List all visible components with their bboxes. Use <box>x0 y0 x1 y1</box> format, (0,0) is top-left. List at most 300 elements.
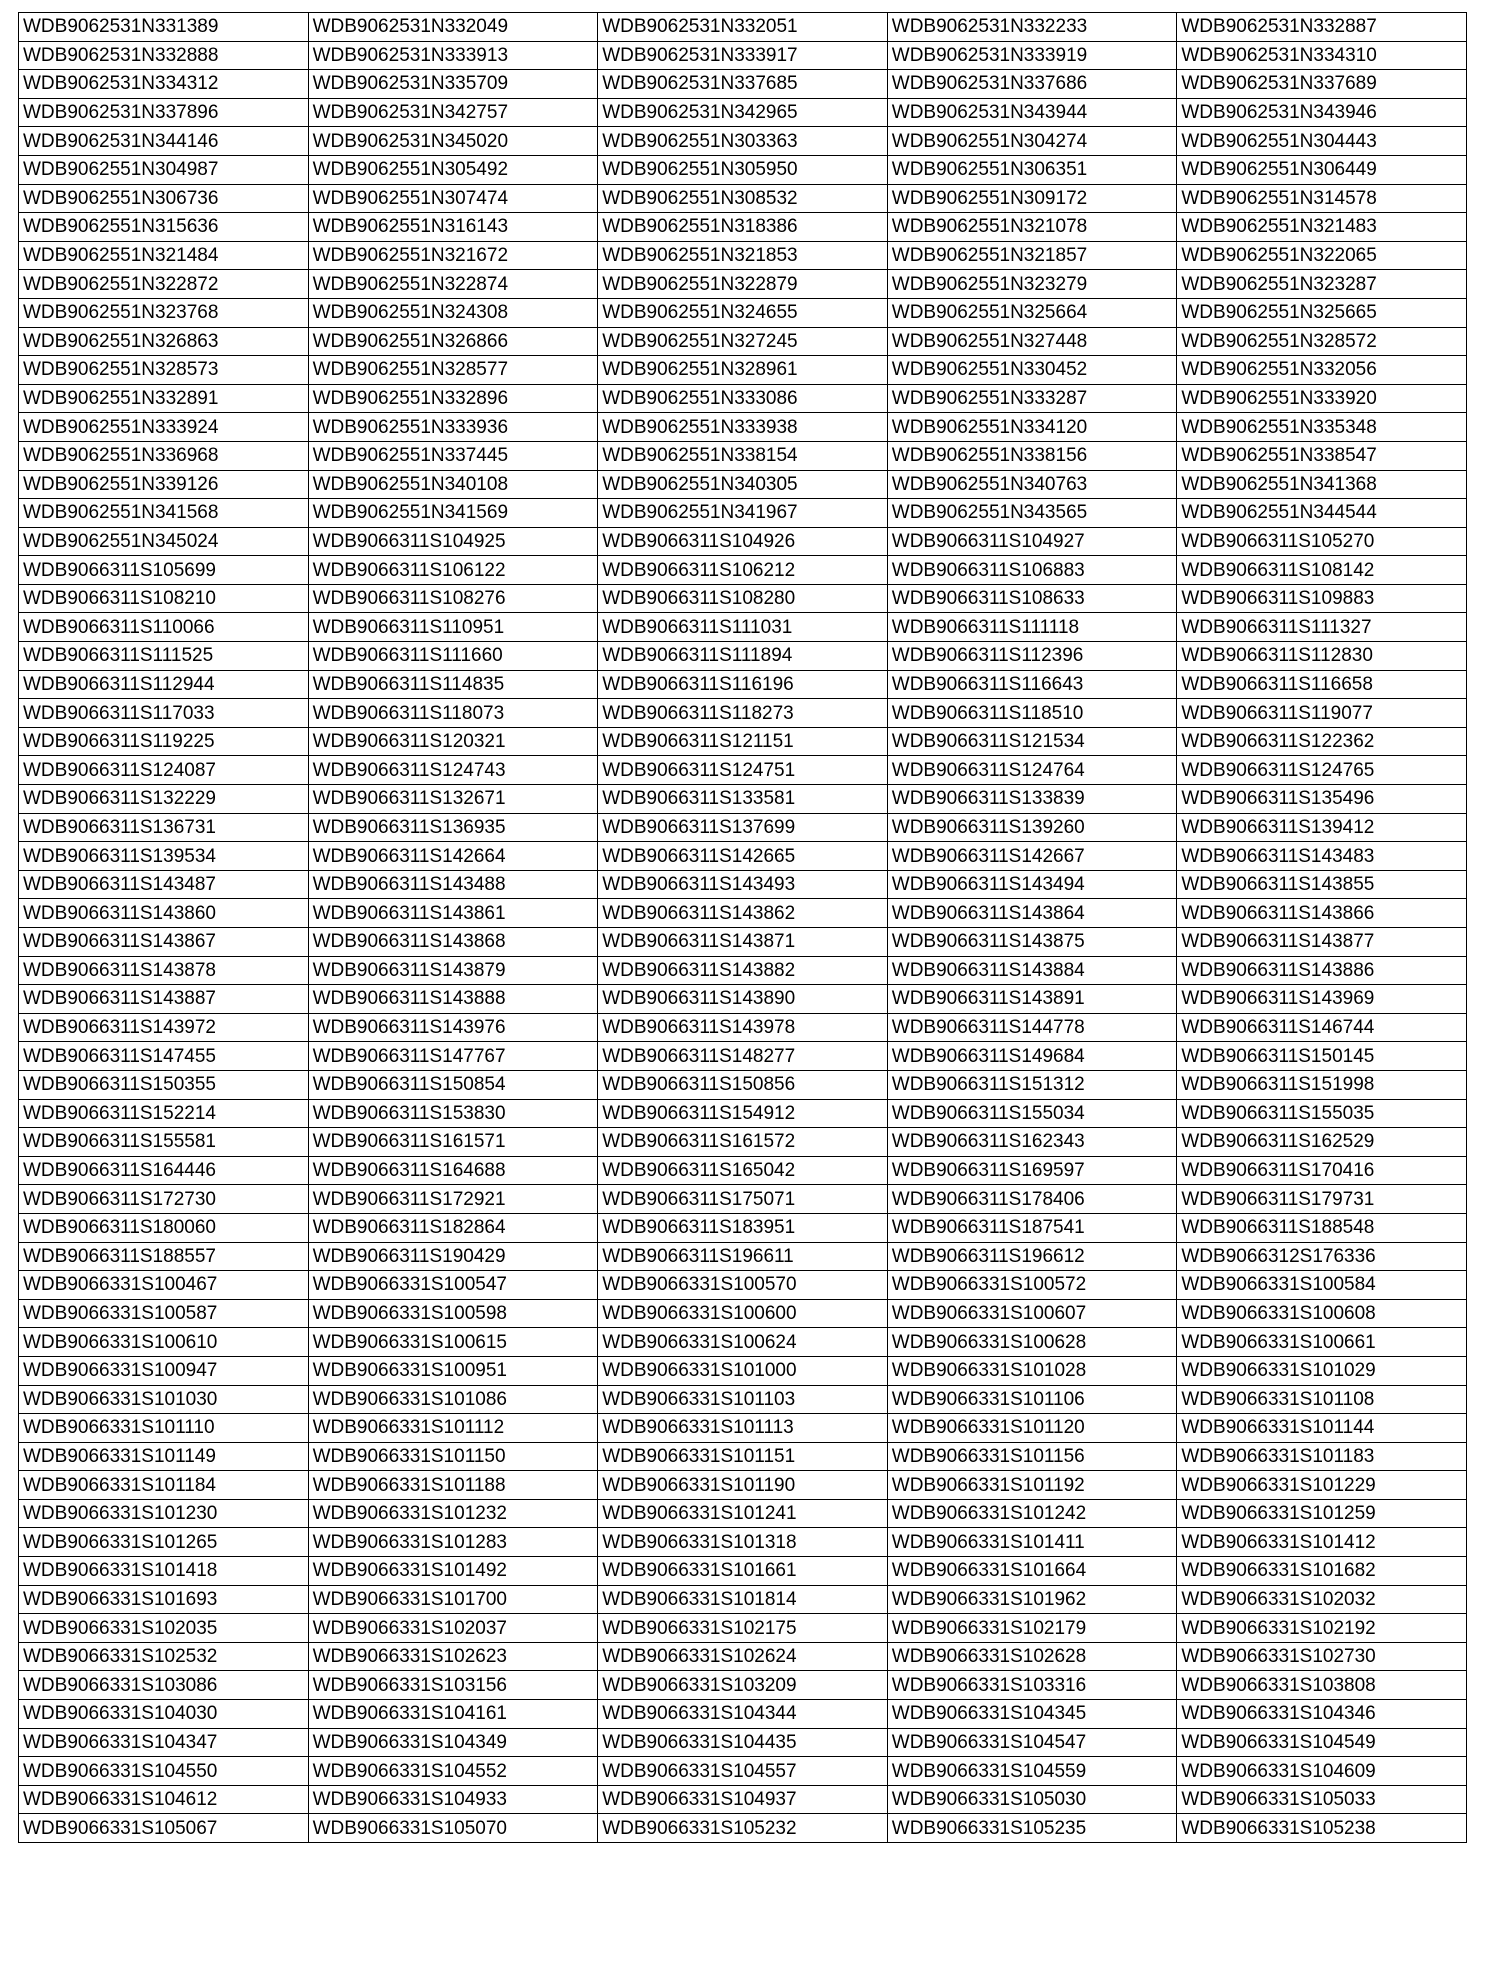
vin-cell: WDB9062551N323279 <box>887 270 1177 299</box>
vin-cell: WDB9066331S101000 <box>598 1356 888 1385</box>
vin-cell: WDB9062551N321483 <box>1177 213 1467 242</box>
vin-cell: WDB9066311S133581 <box>598 785 888 814</box>
vin-cell: WDB9066331S101232 <box>308 1499 598 1528</box>
table-row <box>19 527 1467 556</box>
vin-cell: WDB9062551N323768 <box>19 298 309 327</box>
vin-cell: WDB9066311S143886 <box>1177 956 1467 985</box>
vin-cell: WDB9066311S108276 <box>308 584 598 613</box>
vin-cell: WDB9066331S104559 <box>887 1757 1177 1786</box>
table-row <box>19 670 1467 699</box>
vin-cell: WDB9066331S100951 <box>308 1356 598 1385</box>
vin-cell: WDB9066331S101192 <box>887 1471 1177 1500</box>
table-row <box>19 1213 1467 1242</box>
vin-cell: WDB9066331S100600 <box>598 1299 888 1328</box>
vin-cell: WDB9062551N305492 <box>308 155 598 184</box>
vin-cell: WDB9066311S143855 <box>1177 870 1467 899</box>
table-row <box>19 1499 1467 1528</box>
table-row <box>19 928 1467 957</box>
vin-cell: WDB9066311S111894 <box>598 642 888 671</box>
vin-cell: WDB9062531N332888 <box>19 41 309 70</box>
vin-cell: WDB9066331S101412 <box>1177 1528 1467 1557</box>
table-row <box>19 213 1467 242</box>
vin-cell: WDB9066311S196612 <box>887 1242 1177 1271</box>
table-row <box>19 1242 1467 1271</box>
vin-cell: WDB9066311S108280 <box>598 584 888 613</box>
vin-cell: WDB9066311S150854 <box>308 1070 598 1099</box>
vin-cell: WDB9062551N344544 <box>1177 499 1467 528</box>
vin-cell: WDB9066311S175071 <box>598 1185 888 1214</box>
vin-cell: WDB9066331S101103 <box>598 1385 888 1414</box>
vin-cell: WDB9066311S164446 <box>19 1156 309 1185</box>
vin-cell: WDB9066331S104346 <box>1177 1700 1467 1729</box>
vin-cell: WDB9066331S103209 <box>598 1671 888 1700</box>
vin-cell: WDB9062551N343565 <box>887 499 1177 528</box>
vin-cell: WDB9066331S103808 <box>1177 1671 1467 1700</box>
vin-cell: WDB9066311S155035 <box>1177 1099 1467 1128</box>
table-row <box>19 1671 1467 1700</box>
vin-cell: WDB9062551N328577 <box>308 356 598 385</box>
vin-cell: WDB9066311S143864 <box>887 899 1177 928</box>
vin-cell: WDB9066311S143494 <box>887 870 1177 899</box>
vin-cell: WDB9062531N334310 <box>1177 41 1467 70</box>
vin-cell: WDB9066311S143891 <box>887 985 1177 1014</box>
vin-cell: WDB9066331S101661 <box>598 1557 888 1586</box>
vin-cell: WDB9062551N316143 <box>308 213 598 242</box>
vin-cell: WDB9066311S143487 <box>19 870 309 899</box>
vin-cell: WDB9066311S172921 <box>308 1185 598 1214</box>
vin-cell: WDB9066311S143483 <box>1177 842 1467 871</box>
vin-cell: WDB9066311S143887 <box>19 985 309 1014</box>
vin-cell: WDB9066311S187541 <box>887 1213 1177 1242</box>
vin-cell: WDB9066331S104552 <box>308 1757 598 1786</box>
vin-cell: WDB9066331S100628 <box>887 1328 1177 1357</box>
table-row <box>19 499 1467 528</box>
table-row <box>19 556 1467 585</box>
vin-cell: WDB9066311S124751 <box>598 756 888 785</box>
table-row <box>19 270 1467 299</box>
vin-cell: WDB9066331S102035 <box>19 1614 309 1643</box>
table-row <box>19 298 1467 327</box>
vin-cell: WDB9062551N326863 <box>19 327 309 356</box>
vin-cell: WDB9066311S180060 <box>19 1213 309 1242</box>
vin-cell: WDB9066331S105033 <box>1177 1785 1467 1814</box>
vin-cell: WDB9066311S142667 <box>887 842 1177 871</box>
table-row <box>19 870 1467 899</box>
vin-cell: WDB9062551N321484 <box>19 241 309 270</box>
vin-cell: WDB9066331S104609 <box>1177 1757 1467 1786</box>
table-row <box>19 956 1467 985</box>
vin-cell: WDB9066331S100661 <box>1177 1328 1467 1357</box>
table-row <box>19 727 1467 756</box>
vin-cell: WDB9066311S161572 <box>598 1128 888 1157</box>
vin-cell: WDB9066331S104549 <box>1177 1728 1467 1757</box>
vin-cell: WDB9062551N322065 <box>1177 241 1467 270</box>
vin-cell: WDB9062551N323287 <box>1177 270 1467 299</box>
vin-cell: WDB9062551N303363 <box>598 127 888 156</box>
vin-cell: WDB9066331S104347 <box>19 1728 309 1757</box>
table-row <box>19 1271 1467 1300</box>
vin-cell: WDB9066331S101814 <box>598 1585 888 1614</box>
table-row <box>19 642 1467 671</box>
vin-cell: WDB9066331S101418 <box>19 1557 309 1586</box>
vin-cell: WDB9062531N337685 <box>598 70 888 99</box>
vin-cell: WDB9066311S142665 <box>598 842 888 871</box>
vin-cell: WDB9066311S136731 <box>19 813 309 842</box>
vin-cell: WDB9066311S169597 <box>887 1156 1177 1185</box>
vin-cell: WDB9066311S147767 <box>308 1042 598 1071</box>
vin-cell: WDB9062551N322874 <box>308 270 598 299</box>
vin-cell: WDB9066311S190429 <box>308 1242 598 1271</box>
table-row <box>19 441 1467 470</box>
vin-cell: WDB9066311S116643 <box>887 670 1177 699</box>
vin-cell: WDB9066311S106122 <box>308 556 598 585</box>
vin-cell: WDB9066331S103086 <box>19 1671 309 1700</box>
vin-cell: WDB9062551N333936 <box>308 413 598 442</box>
vin-cell: WDB9066311S111327 <box>1177 613 1467 642</box>
vin-cell: WDB9066311S136935 <box>308 813 598 842</box>
vin-cell: WDB9062551N327245 <box>598 327 888 356</box>
vin-cell: WDB9066311S143890 <box>598 985 888 1014</box>
vin-cell: WDB9066311S143868 <box>308 928 598 957</box>
vin-cell: WDB9066331S100547 <box>308 1271 598 1300</box>
table-row <box>19 13 1467 42</box>
vin-cell: WDB9066311S143866 <box>1177 899 1467 928</box>
vin-cell: WDB9062551N321672 <box>308 241 598 270</box>
vin-cell: WDB9062551N306736 <box>19 184 309 213</box>
vin-cell: WDB9062551N340305 <box>598 470 888 499</box>
vin-cell: WDB9066311S106883 <box>887 556 1177 585</box>
vin-cell: WDB9066311S111660 <box>308 642 598 671</box>
vin-cell: WDB9066311S132671 <box>308 785 598 814</box>
vin-cell: WDB9066311S143867 <box>19 928 309 957</box>
vin-cell: WDB9066311S143969 <box>1177 985 1467 1014</box>
table-row <box>19 1128 1467 1157</box>
vin-cell: WDB9062551N335348 <box>1177 413 1467 442</box>
vin-cell: WDB9062551N309172 <box>887 184 1177 213</box>
vin-cell: WDB9066311S148277 <box>598 1042 888 1071</box>
vin-cell: WDB9062551N306351 <box>887 155 1177 184</box>
vin-cell: WDB9066311S139260 <box>887 813 1177 842</box>
vin-cell: WDB9062551N321078 <box>887 213 1177 242</box>
vin-cell: WDB9062551N332896 <box>308 384 598 413</box>
vin-cell: WDB9062551N308532 <box>598 184 888 213</box>
vin-cell: WDB9062551N338156 <box>887 441 1177 470</box>
vin-cell: WDB9066311S143493 <box>598 870 888 899</box>
vin-cell: WDB9062551N341368 <box>1177 470 1467 499</box>
vin-cell: WDB9066331S101106 <box>887 1385 1177 1414</box>
vin-cell: WDB9066311S111118 <box>887 613 1177 642</box>
vin-cell: WDB9066311S155034 <box>887 1099 1177 1128</box>
vin-cell: WDB9062551N325665 <box>1177 298 1467 327</box>
vin-table <box>18 12 1467 1843</box>
vin-cell: WDB9066311S124087 <box>19 756 309 785</box>
table-row <box>19 899 1467 928</box>
vin-cell: WDB9066311S143972 <box>19 1013 309 1042</box>
vin-cell: WDB9066311S104925 <box>308 527 598 556</box>
vin-cell: WDB9066331S101086 <box>308 1385 598 1414</box>
vin-cell: WDB9066311S108142 <box>1177 556 1467 585</box>
vin-cell: WDB9062551N324655 <box>598 298 888 327</box>
vin-cell: WDB9066331S102175 <box>598 1614 888 1643</box>
vin-cell: WDB9066331S101188 <box>308 1471 598 1500</box>
vin-cell: WDB9066311S116196 <box>598 670 888 699</box>
vin-cell: WDB9066331S101265 <box>19 1528 309 1557</box>
vin-cell: WDB9066311S143879 <box>308 956 598 985</box>
vin-cell: WDB9066311S143877 <box>1177 928 1467 957</box>
vin-cell: WDB9066311S178406 <box>887 1185 1177 1214</box>
vin-cell: WDB9066311S143488 <box>308 870 598 899</box>
vin-cell: WDB9066311S143888 <box>308 985 598 1014</box>
vin-cell: WDB9066311S143861 <box>308 899 598 928</box>
vin-cell: WDB9066311S150145 <box>1177 1042 1467 1071</box>
vin-cell: WDB9062551N332056 <box>1177 356 1467 385</box>
vin-cell: WDB9066311S150856 <box>598 1070 888 1099</box>
vin-cell: WDB9062551N324308 <box>308 298 598 327</box>
table-row <box>19 1700 1467 1729</box>
table-row <box>19 1299 1467 1328</box>
vin-cell: WDB9062551N307474 <box>308 184 598 213</box>
vin-cell: WDB9066331S101230 <box>19 1499 309 1528</box>
vin-cell: WDB9066311S161571 <box>308 1128 598 1157</box>
table-row <box>19 327 1467 356</box>
vin-cell: WDB9066331S100587 <box>19 1299 309 1328</box>
vin-cell: WDB9066311S172730 <box>19 1185 309 1214</box>
vin-cell: WDB9066331S104344 <box>598 1700 888 1729</box>
vin-cell: WDB9062531N335709 <box>308 70 598 99</box>
vin-cell: WDB9066311S146744 <box>1177 1013 1467 1042</box>
vin-cell: WDB9066311S117033 <box>19 699 309 728</box>
vin-cell: WDB9062551N328961 <box>598 356 888 385</box>
vin-cell: WDB9066311S108210 <box>19 584 309 613</box>
vin-cell: WDB9062551N306449 <box>1177 155 1467 184</box>
vin-cell: WDB9062551N321853 <box>598 241 888 270</box>
vin-cell: WDB9066331S100624 <box>598 1328 888 1357</box>
table-row <box>19 1328 1467 1357</box>
vin-cell: WDB9066311S155581 <box>19 1128 309 1157</box>
vin-cell: WDB9066331S101693 <box>19 1585 309 1614</box>
vin-cell: WDB9066311S104926 <box>598 527 888 556</box>
vin-cell: WDB9066311S133839 <box>887 785 1177 814</box>
vin-cell: WDB9066311S152214 <box>19 1099 309 1128</box>
vin-cell: WDB9062551N328572 <box>1177 327 1467 356</box>
vin-cell: WDB9066311S109883 <box>1177 584 1467 613</box>
vin-cell: WDB9062551N341569 <box>308 499 598 528</box>
vin-cell: WDB9066331S101144 <box>1177 1414 1467 1443</box>
vin-cell: WDB9062551N304443 <box>1177 127 1467 156</box>
table-row <box>19 1642 1467 1671</box>
vin-cell: WDB9062531N337896 <box>19 98 309 127</box>
vin-cell: WDB9066331S104345 <box>887 1700 1177 1729</box>
vin-cell: WDB9062531N332887 <box>1177 13 1467 42</box>
table-row <box>19 584 1467 613</box>
vin-cell: WDB9062551N304274 <box>887 127 1177 156</box>
vin-cell: WDB9066311S105699 <box>19 556 309 585</box>
vin-cell: WDB9066331S102623 <box>308 1642 598 1671</box>
vin-cell: WDB9062531N344146 <box>19 127 309 156</box>
vin-cell: WDB9066331S100607 <box>887 1299 1177 1328</box>
vin-cell: WDB9066331S101962 <box>887 1585 1177 1614</box>
table-row <box>19 842 1467 871</box>
vin-cell: WDB9066331S101241 <box>598 1499 888 1528</box>
vin-cell: WDB9066331S103316 <box>887 1671 1177 1700</box>
vin-cell: WDB9066331S104550 <box>19 1757 309 1786</box>
table-row <box>19 356 1467 385</box>
table-row <box>19 70 1467 99</box>
vin-cell: WDB9066311S120321 <box>308 727 598 756</box>
vin-cell: WDB9062531N331389 <box>19 13 309 42</box>
vin-cell: WDB9062551N345024 <box>19 527 309 556</box>
table-row <box>19 1814 1467 1843</box>
table-row <box>19 1156 1467 1185</box>
vin-cell: WDB9066311S112830 <box>1177 642 1467 671</box>
vin-cell: WDB9066331S104612 <box>19 1785 309 1814</box>
vin-cell: WDB9066331S102532 <box>19 1642 309 1671</box>
vin-cell: WDB9066331S101108 <box>1177 1385 1467 1414</box>
vin-cell: WDB9066311S182864 <box>308 1213 598 1242</box>
table-row <box>19 699 1467 728</box>
vin-cell: WDB9062551N341568 <box>19 499 309 528</box>
vin-cell: WDB9066331S104030 <box>19 1700 309 1729</box>
vin-cell: WDB9066331S100608 <box>1177 1299 1467 1328</box>
vin-cell: WDB9062551N333287 <box>887 384 1177 413</box>
vin-cell: WDB9066331S101029 <box>1177 1356 1467 1385</box>
vin-cell: WDB9062531N337686 <box>887 70 1177 99</box>
vin-cell: WDB9066311S170416 <box>1177 1156 1467 1185</box>
vin-cell: WDB9066331S101110 <box>19 1414 309 1443</box>
vin-cell: WDB9066311S150355 <box>19 1070 309 1099</box>
vin-cell: WDB9066311S121151 <box>598 727 888 756</box>
vin-cell: WDB9066311S154912 <box>598 1099 888 1128</box>
vin-cell: WDB9066311S118073 <box>308 699 598 728</box>
vin-cell: WDB9062531N333917 <box>598 41 888 70</box>
vin-cell: WDB9066311S139534 <box>19 842 309 871</box>
vin-cell: WDB9066311S137699 <box>598 813 888 842</box>
table-row <box>19 1099 1467 1128</box>
vin-cell: WDB9066331S101149 <box>19 1442 309 1471</box>
table-row <box>19 1385 1467 1414</box>
vin-cell: WDB9066331S101183 <box>1177 1442 1467 1471</box>
vin-cell: WDB9066331S101229 <box>1177 1471 1467 1500</box>
vin-cell: WDB9066331S102037 <box>308 1614 598 1643</box>
vin-cell: WDB9066311S118510 <box>887 699 1177 728</box>
vin-cell: WDB9062531N342965 <box>598 98 888 127</box>
vin-cell: WDB9066331S101318 <box>598 1528 888 1557</box>
vin-cell: WDB9066311S105270 <box>1177 527 1467 556</box>
vin-cell: WDB9066311S111525 <box>19 642 309 671</box>
table-row <box>19 1442 1467 1471</box>
vin-cell: WDB9062531N345020 <box>308 127 598 156</box>
vin-cell: WDB9066311S122362 <box>1177 727 1467 756</box>
vin-table-body <box>19 13 1467 1843</box>
vin-cell: WDB9066331S101283 <box>308 1528 598 1557</box>
vin-cell: WDB9066331S101184 <box>19 1471 309 1500</box>
vin-cell: WDB9066331S100572 <box>887 1271 1177 1300</box>
vin-cell: WDB9062551N333086 <box>598 384 888 413</box>
vin-cell: WDB9066331S105235 <box>887 1814 1177 1843</box>
table-row <box>19 184 1467 213</box>
vin-cell: WDB9066331S100947 <box>19 1356 309 1385</box>
vin-cell: WDB9066311S143884 <box>887 956 1177 985</box>
vin-cell: WDB9066331S104161 <box>308 1700 598 1729</box>
vin-cell: WDB9066311S143978 <box>598 1013 888 1042</box>
vin-cell: WDB9066311S151998 <box>1177 1070 1467 1099</box>
vin-cell: WDB9066311S124743 <box>308 756 598 785</box>
vin-cell: WDB9066331S101112 <box>308 1414 598 1443</box>
vin-cell: WDB9062551N305950 <box>598 155 888 184</box>
vin-cell: WDB9062551N339126 <box>19 470 309 499</box>
table-row <box>19 1585 1467 1614</box>
vin-cell: WDB9062531N343946 <box>1177 98 1467 127</box>
vin-cell: WDB9062551N304987 <box>19 155 309 184</box>
vin-cell: WDB9066331S104349 <box>308 1728 598 1757</box>
table-row <box>19 1557 1467 1586</box>
vin-cell: WDB9066311S165042 <box>598 1156 888 1185</box>
vin-cell: WDB9066331S102179 <box>887 1614 1177 1643</box>
vin-cell: WDB9066311S110066 <box>19 613 309 642</box>
vin-cell: WDB9066331S101120 <box>887 1414 1177 1443</box>
vin-cell: WDB9066311S110951 <box>308 613 598 642</box>
vin-cell: WDB9062551N333924 <box>19 413 309 442</box>
vin-cell: WDB9066311S121534 <box>887 727 1177 756</box>
vin-cell: WDB9066311S162343 <box>887 1128 1177 1157</box>
vin-cell: WDB9066331S101028 <box>887 1356 1177 1385</box>
vin-cell: WDB9062551N321857 <box>887 241 1177 270</box>
vin-cell: WDB9066311S143875 <box>887 928 1177 957</box>
table-row <box>19 384 1467 413</box>
vin-cell: WDB9062531N333919 <box>887 41 1177 70</box>
vin-cell: WDB9066311S111031 <box>598 613 888 642</box>
vin-cell: WDB9062551N334120 <box>887 413 1177 442</box>
vin-cell: WDB9066311S144778 <box>887 1013 1177 1042</box>
vin-cell: WDB9062551N322879 <box>598 270 888 299</box>
vin-cell: WDB9062551N326866 <box>308 327 598 356</box>
vin-cell: WDB9066311S143862 <box>598 899 888 928</box>
vin-cell: WDB9066331S104557 <box>598 1757 888 1786</box>
vin-cell: WDB9066331S102730 <box>1177 1642 1467 1671</box>
vin-cell: WDB9066331S104937 <box>598 1785 888 1814</box>
vin-cell: WDB9066311S179731 <box>1177 1185 1467 1214</box>
vin-cell: WDB9062551N325664 <box>887 298 1177 327</box>
table-row <box>19 98 1467 127</box>
vin-cell: WDB9062531N343944 <box>887 98 1177 127</box>
vin-cell: WDB9062551N318386 <box>598 213 888 242</box>
table-row <box>19 1356 1467 1385</box>
vin-cell: WDB9066311S164688 <box>308 1156 598 1185</box>
vin-cell: WDB9062551N327448 <box>887 327 1177 356</box>
vin-cell: WDB9066331S102192 <box>1177 1614 1467 1643</box>
vin-cell: WDB9062531N332233 <box>887 13 1177 42</box>
vin-cell: WDB9066331S100467 <box>19 1271 309 1300</box>
vin-cell: WDB9066311S114835 <box>308 670 598 699</box>
vin-cell: WDB9066331S101664 <box>887 1557 1177 1586</box>
vin-cell: WDB9066331S102624 <box>598 1642 888 1671</box>
vin-cell: WDB9062551N315636 <box>19 213 309 242</box>
vin-cell: WDB9062551N332891 <box>19 384 309 413</box>
table-row <box>19 1013 1467 1042</box>
vin-cell: WDB9066331S104547 <box>887 1728 1177 1757</box>
vin-cell: WDB9066311S147455 <box>19 1042 309 1071</box>
vin-cell: WDB9066331S101700 <box>308 1585 598 1614</box>
table-row <box>19 1728 1467 1757</box>
vin-cell: WDB9066311S143878 <box>19 956 309 985</box>
vin-cell: WDB9066311S139412 <box>1177 813 1467 842</box>
vin-cell: WDB9066311S143976 <box>308 1013 598 1042</box>
vin-cell: WDB9066311S112944 <box>19 670 309 699</box>
vin-cell: WDB9062531N332049 <box>308 13 598 42</box>
table-row <box>19 41 1467 70</box>
table-row <box>19 756 1467 785</box>
vin-cell: WDB9066331S100598 <box>308 1299 598 1328</box>
